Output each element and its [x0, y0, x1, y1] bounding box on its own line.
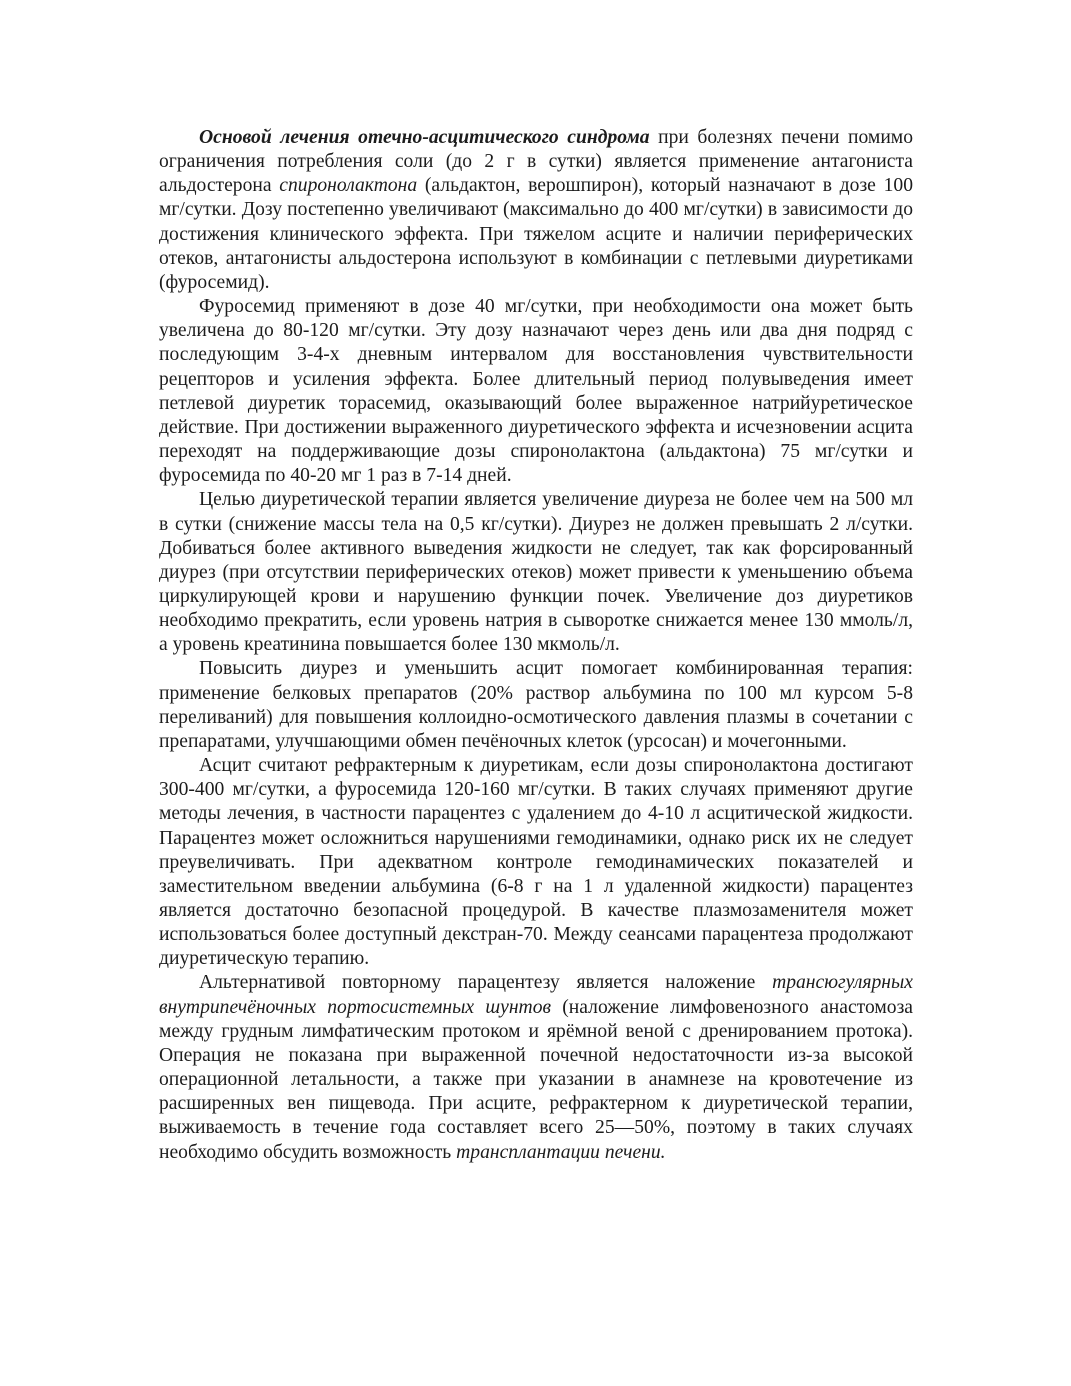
paragraph-3: Целью диуретической терапии является увеличение диуреза не более чем на 500 мл в сутки (снижение массы тела на 0,5 кг/сутки). Диурез не должен превышать 2 л/сутки. Добиваться более активного выведения жидкости не следует, так как форсированный диурез (при отсутствии периферических отеков) может привести к уменьшению объема циркулирующей крови и нарушению функции почек. Увеличение доз диуретиков необходимо прекратить, если уровень натрия в сыворотке снижается менее 130 ммоль/л, а уровень креатинина повышается более 130 мкмоль/л. [159, 489, 913, 656]
paragraph-1-text-a: при болезнях печени помимо ограничения потребления соли (до 2 г в сутки) является применение антагониста альдостерона [159, 127, 913, 197]
paragraph-1 [159, 126, 913, 295]
paragraph-6-text-a: Альтернативой повторному парацентезу является наложение [199, 972, 773, 994]
paragraph-4: Повысить диурез и уменьшить асцит помогает комбинированная терапия: применение белковых препаратов (20% раствор альбумина по 100 мл курсом 5-8 переливаний) для повышения коллоидно-осмотического давления плазмы в сочетании с препаратами, улучшающими обмен печёночных клеток (урсосан) и мочегонными. [159, 658, 913, 752]
paragraph-6-shunt-term: трансюгулярных внутрипечёночных портосистемных шунтов [159, 972, 913, 1018]
paragraph-2: Фуросемид применяют в дозе 40 мг/сутки, при необходимости она может быть увеличена до 80-120 мг/сутки. Эту дозу назначают через день или два дня подряд с последующим 3-4-х дневным интервалом для восстановления чувствительности рецепторов и усиления эффекта. Более длительный период полувыведения имеет петлевой диуретик торасемид, оказывающий более выраженное натрийуретическое действие. При достижении выраженного диуретического эффекта и исчезновении асцита переходят на поддерживающие дозы спиронолактона (альдактона) 75 мг/сутки и фуросемида по 40-20 мг 1 раз в 7-14 дней. [159, 296, 913, 487]
document-page [159, 126, 913, 1165]
paragraph-6-transplant-term: трансплантации печени. [456, 1141, 666, 1163]
paragraph-6 [159, 971, 913, 1164]
paragraph-1-text-b: (альдактон, верошпирон), который назначают в дозе 100 мг/сутки. Дозу постепенно увеличивают (максимально до 400 мг/сутки) в зависимости до достижения клинического эффекта. При тяжелом асците и наличии периферических отеков, антагонисты альдостерона используют в комбинации с петлевыми диуретиками (фуросемид). [159, 175, 913, 293]
section-lead-heading: Основой лечения отечно-асцитического синдрома [199, 127, 650, 148]
paragraph-6-text-b: (наложение лимфовенозного анастомоза между грудным лимфатическим протоком и ярёмной веной с дренированием протока). Операция не показана при выраженной почечной недостаточности из-за высокой операционной летальности, а также при указании в анамнезе на кровотечение из расширенных вен пищевода. При асците, рефрактерном к диуретической терапии, выживаемость в течение года составляет всего 25—50%, поэтому в таких случаях необходимо обсудить возможность [159, 996, 914, 1163]
paragraph-1-drug-term: спиронолактона [279, 175, 418, 197]
paragraph-5: Асцит считают рефрактерным к диуретикам, если дозы спиронолактона достигают 300-400 мг/сутки, а фуросемида 120-160 мг/сутки. В таких случаях применяют другие методы лечения, в частности парацентез с удалением до 4-10 л асцитической жидкости. Парацентез может осложниться нарушениями гемодинамики, однако риск их не следует преувеличивать. При адекватном контроле гемодинамических показателей и заместительном введении альбумина (6-8 г на 1 л удаленной жидкости) парацентез является достаточно безопасной процедурой. В качестве плазмозаменителя может использоваться более доступный декстран-70. Между сеансами парацентеза продолжают диуретическую терапию. [159, 755, 913, 970]
